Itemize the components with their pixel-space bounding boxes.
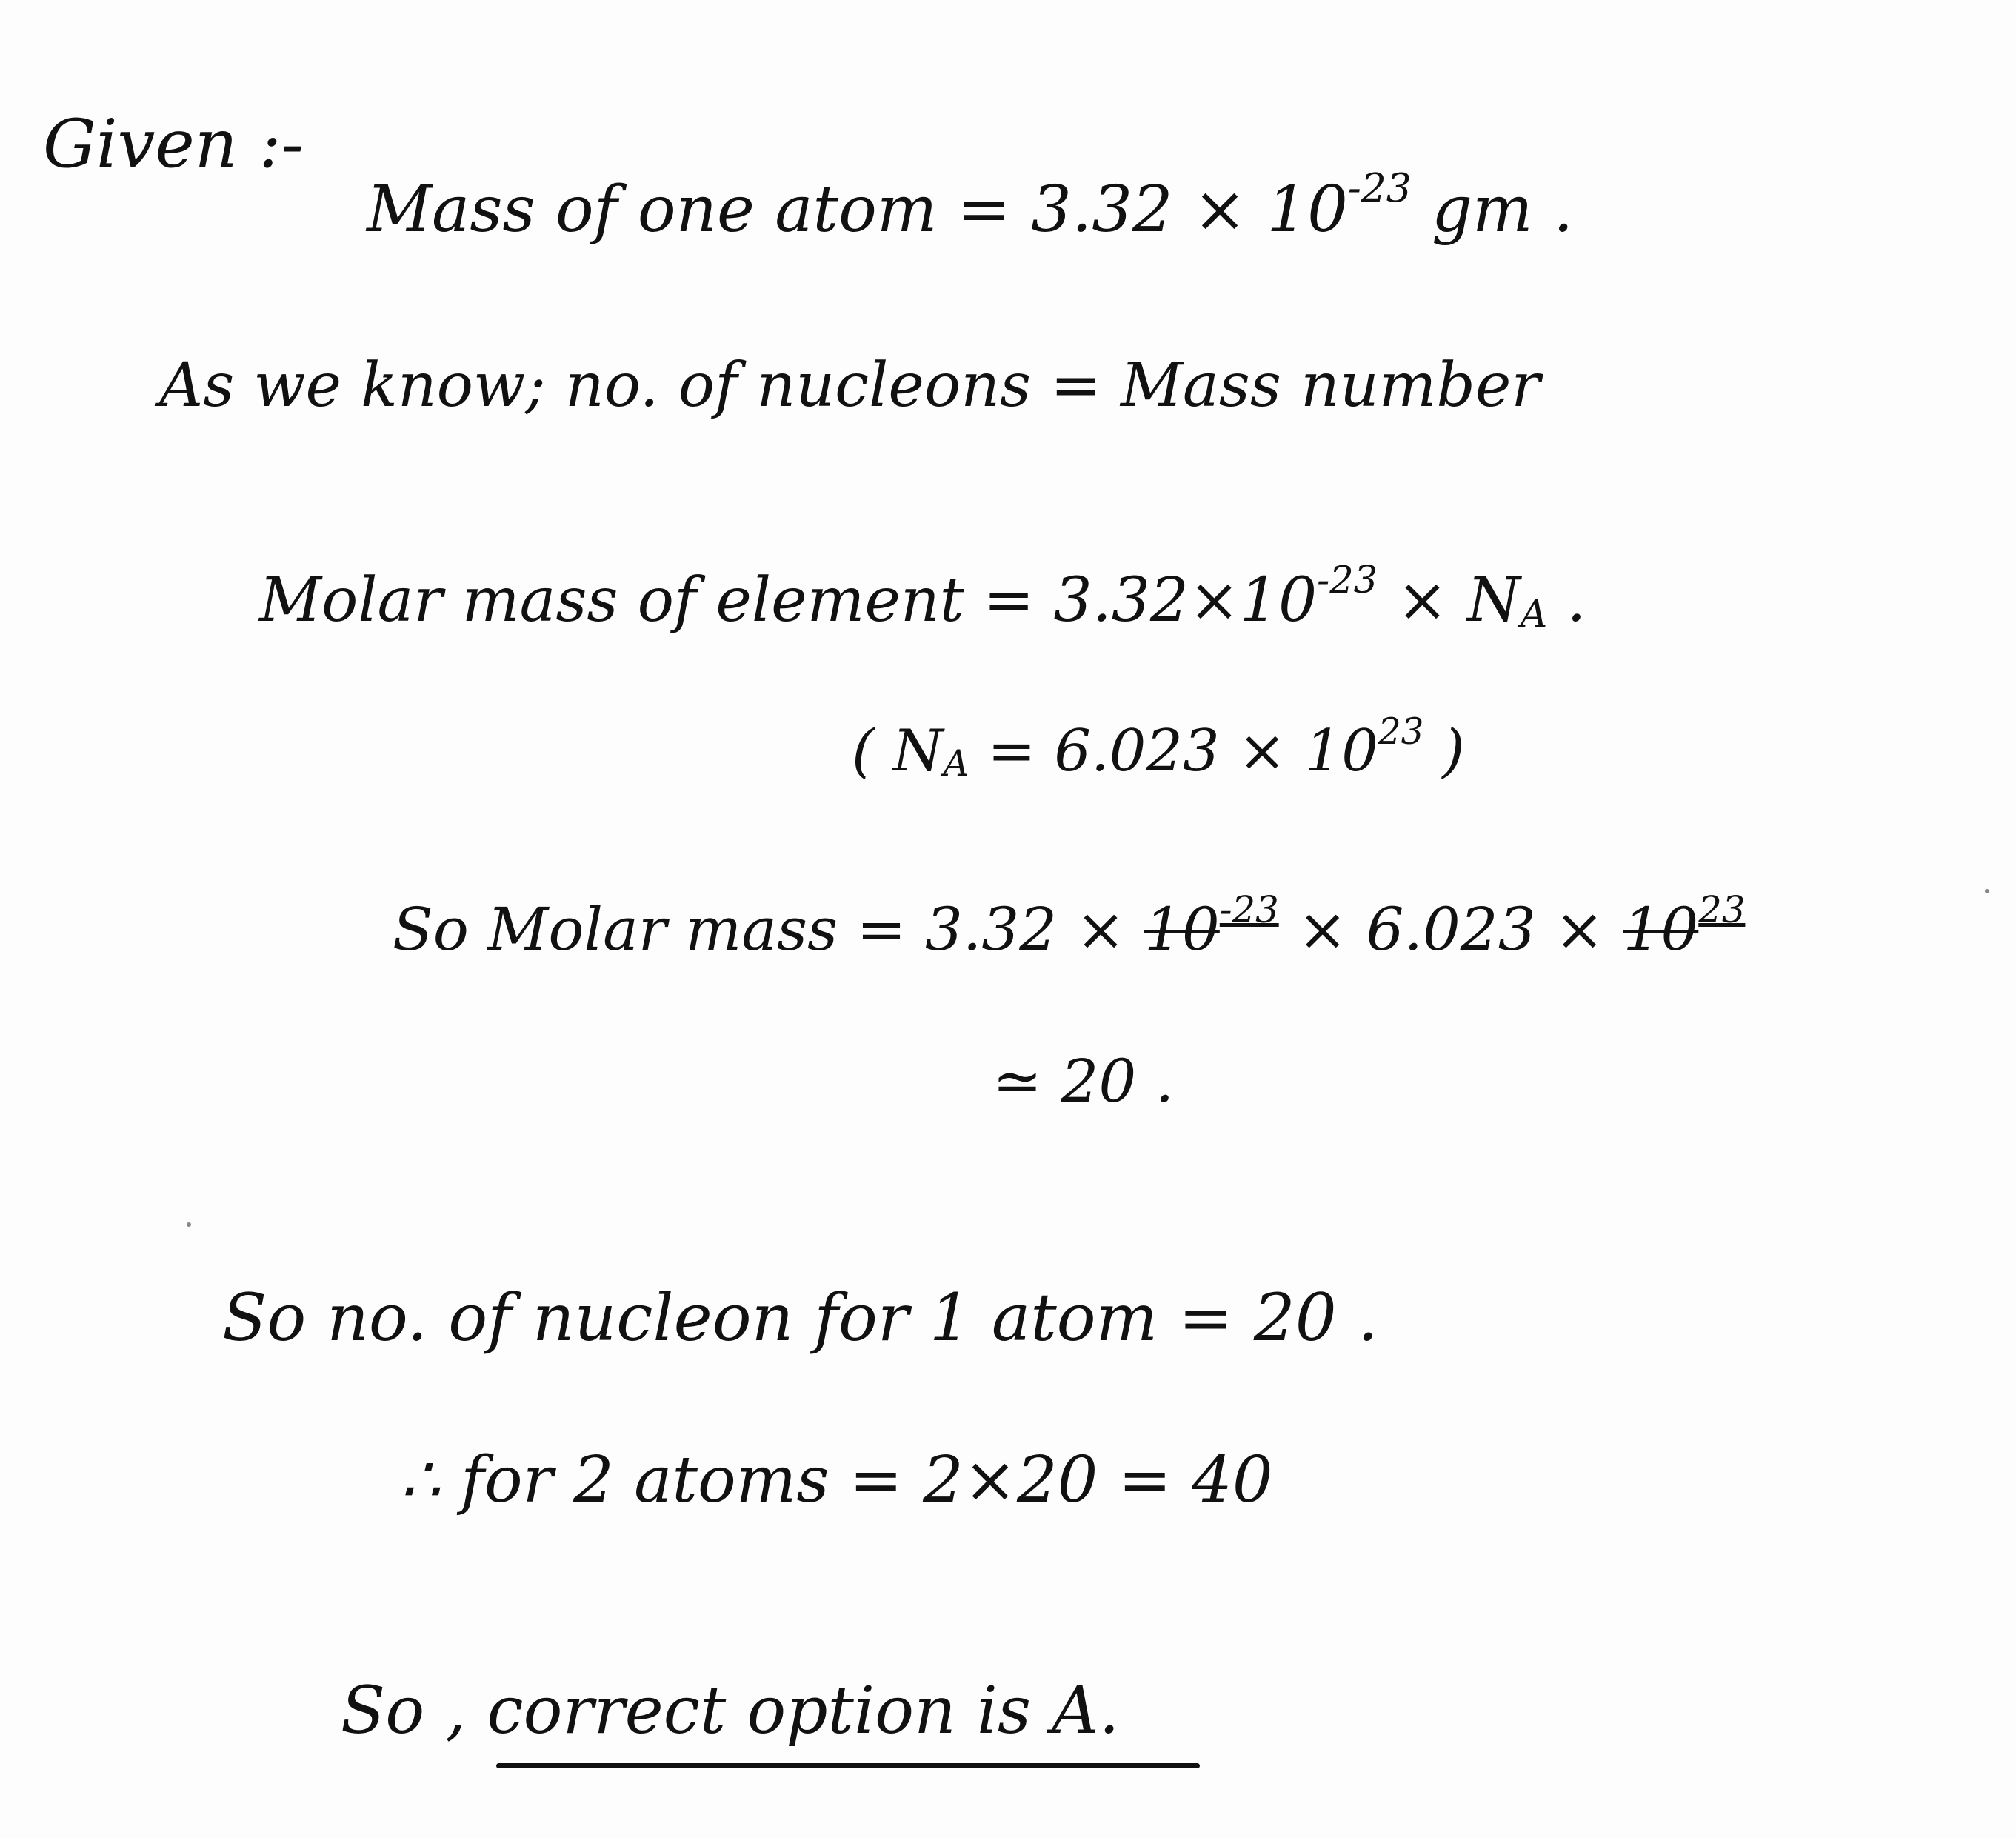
two-atoms-line: ∴ for 2 atoms = 2×20 = 40 xyxy=(400,1443,1273,1517)
na-close: ) xyxy=(1423,718,1465,785)
avogadro-constant xyxy=(852,710,1465,785)
cancelled-base-1: 10 xyxy=(1144,895,1220,964)
nucleon-count-line: So no. of nucleon for 1 atom = 20 . xyxy=(222,1279,1378,1356)
answer-underline xyxy=(496,1763,1200,1768)
calc-text: So Molar mass = 3.32 × xyxy=(393,895,1144,964)
molar-mass-formula xyxy=(259,557,1586,636)
molar-exponent: -23 xyxy=(1317,557,1378,602)
nucleons-statement: As we know; no. of nucleons = Mass number xyxy=(159,350,1541,421)
answer-prefix: So , xyxy=(341,1672,487,1748)
answer-line xyxy=(341,1672,1120,1748)
cancelled-power-1 xyxy=(1144,888,1279,964)
mass-text: Mass of one atom = 3.32 × 10 xyxy=(367,173,1348,247)
na-mid: = 6.023 × 10 xyxy=(969,718,1378,785)
mass-exponent: -23 xyxy=(1347,165,1412,212)
calc-mid: × 6.023 × xyxy=(1278,895,1623,964)
mass-of-one-atom-line xyxy=(367,165,1574,247)
mass-unit: gm . xyxy=(1411,173,1574,247)
na-subscript: A xyxy=(943,743,969,785)
given-heading: Given :- xyxy=(43,105,304,183)
cancelled-exponent-1: -23 xyxy=(1219,888,1279,931)
cancelled-exponent-2: 23 xyxy=(1698,888,1746,931)
cancelled-base-2: 10 xyxy=(1623,895,1699,964)
na-exponent: 23 xyxy=(1378,710,1424,753)
molar-mass-calculation xyxy=(393,888,1746,964)
cancelled-power-2 xyxy=(1623,888,1746,964)
na-open: ( N xyxy=(852,718,944,785)
approx-result: ≃ 20 . xyxy=(992,1047,1175,1116)
molar-text: Molar mass of element = 3.32×10 xyxy=(259,565,1318,636)
molar-subscript: A xyxy=(1520,591,1548,636)
paper-speck xyxy=(1985,889,1989,893)
molar-tail: × N xyxy=(1378,565,1521,636)
answer-text: correct option is A. xyxy=(487,1672,1120,1748)
molar-dot: . xyxy=(1547,565,1586,636)
paper-speck xyxy=(187,1222,191,1227)
